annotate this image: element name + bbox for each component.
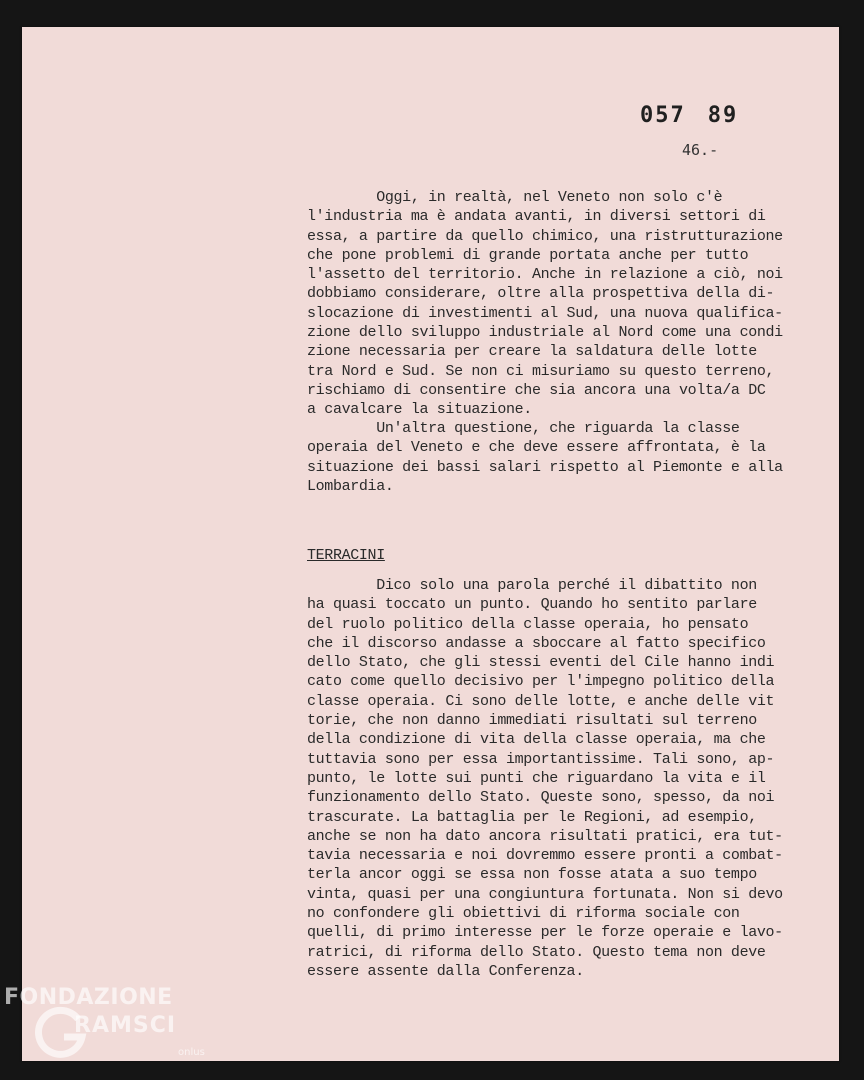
text-line: funzionamento dello Stato. Queste sono, spesso, da noi <box>307 789 775 807</box>
text-line: punto, le lotte sui punti che riguardano la vita e il <box>307 769 766 787</box>
archive-number-b: 89 <box>707 103 739 128</box>
page-number: 46.- <box>682 141 719 159</box>
text-line: ratrici, di riforma dello Stato. Questo tema non deve <box>307 943 766 961</box>
paragraph-2 <box>307 419 847 496</box>
speaker-heading: TERRACINI <box>307 547 385 564</box>
text-line: tra Nord e Sud. Se non ci misuriamo su questo terreno, <box>307 362 775 380</box>
text-line: del ruolo politico della classe operaia, ho pensato <box>307 615 749 633</box>
text-line: essere assente dalla Conferenza. <box>307 962 584 980</box>
text-line: terla ancor oggi se essa non fosse atata a suo tempo <box>307 866 757 884</box>
text-line: ha quasi toccato un punto. Quando ho sentito parlare <box>307 596 757 614</box>
text-line: a cavalcare la situazione. <box>307 401 532 419</box>
text-line: Dico solo una parola perché il dibattito non <box>307 577 757 594</box>
text-line: cato come quello decisivo per l'impegno politico della <box>307 673 775 691</box>
text-line: trascurate. La battaglia per le Regioni, ad esempio, <box>307 808 757 826</box>
text-line: torie, che non danno immediati risultati sul terreno <box>307 712 757 730</box>
paragraph-1 <box>307 188 847 420</box>
text-line: della condizione di vita della classe operaia, ma che <box>307 731 766 749</box>
text-line: situazione dei bassi salari rispetto al Piemonte e alla <box>307 458 783 476</box>
text-line: slocazione di investimenti al Sud, una nuova qualifica- <box>307 304 783 322</box>
text-line: che pone problemi di grande portata anche per tutto <box>307 246 749 264</box>
archive-number-a: 057 <box>640 103 686 128</box>
text-line: operaia del Veneto e che deve essere affrontata, è la <box>307 439 766 457</box>
text-line: Lombardia. <box>307 477 394 495</box>
text-line: no confondere gli obiettivi di riforma sociale con <box>307 905 740 923</box>
text-line: Oggi, in realtà, nel Veneto non solo c'è <box>307 189 723 206</box>
text-line: rischiamo di consentire che sia ancora una volta/a DC <box>307 381 766 399</box>
text-line: dobbiamo considerare, oltre alla prospettiva della di- <box>307 285 775 303</box>
text-line: l'industria ma è andata avanti, in diversi settori di <box>307 208 766 226</box>
text-line: che il discorso andasse a sboccare al fatto specifico <box>307 634 766 652</box>
text-line: essa, a partire da quello chimico, una ristrutturazione <box>307 227 783 245</box>
watermark-line-1: FONDAZIONE <box>4 985 173 1010</box>
text-line: zione dello sviluppo industriale al Nord come una condi <box>307 324 783 342</box>
text-line: anche se non ha dato ancora risultati pratici, era tut- <box>307 827 783 845</box>
text-line: l'assetto del territorio. Anche in relazione a ciò, noi <box>307 266 783 284</box>
paragraph-3 <box>307 576 847 981</box>
text-line: tavia necessaria e noi dovremmo essere pronti a combat- <box>307 847 783 865</box>
text-line: classe operaia. Ci sono delle lotte, e anche delle vit <box>307 692 775 710</box>
watermark-line-3: onlus <box>178 1047 205 1058</box>
text-line: zione necessaria per creare la saldatura delle lotte <box>307 343 757 361</box>
fondazione-gramsci-watermark <box>4 985 219 1075</box>
archive-number <box>640 103 738 128</box>
text-line: dello Stato, che gli stessi eventi del Cile hanno indi <box>307 654 775 672</box>
text-line: Un'altra questione, che riguarda la classe <box>307 420 740 437</box>
text-line: quelli, di primo interesse per le forze operaie e lavo- <box>307 924 783 942</box>
watermark-line-2: RAMSCI <box>74 1013 177 1038</box>
text-line: tuttavia sono per essa importantissime. Tali sono, ap- <box>307 750 775 768</box>
text-line: vinta, quasi per una congiuntura fortunata. Non si devo <box>307 885 783 903</box>
document-page <box>22 27 839 1061</box>
